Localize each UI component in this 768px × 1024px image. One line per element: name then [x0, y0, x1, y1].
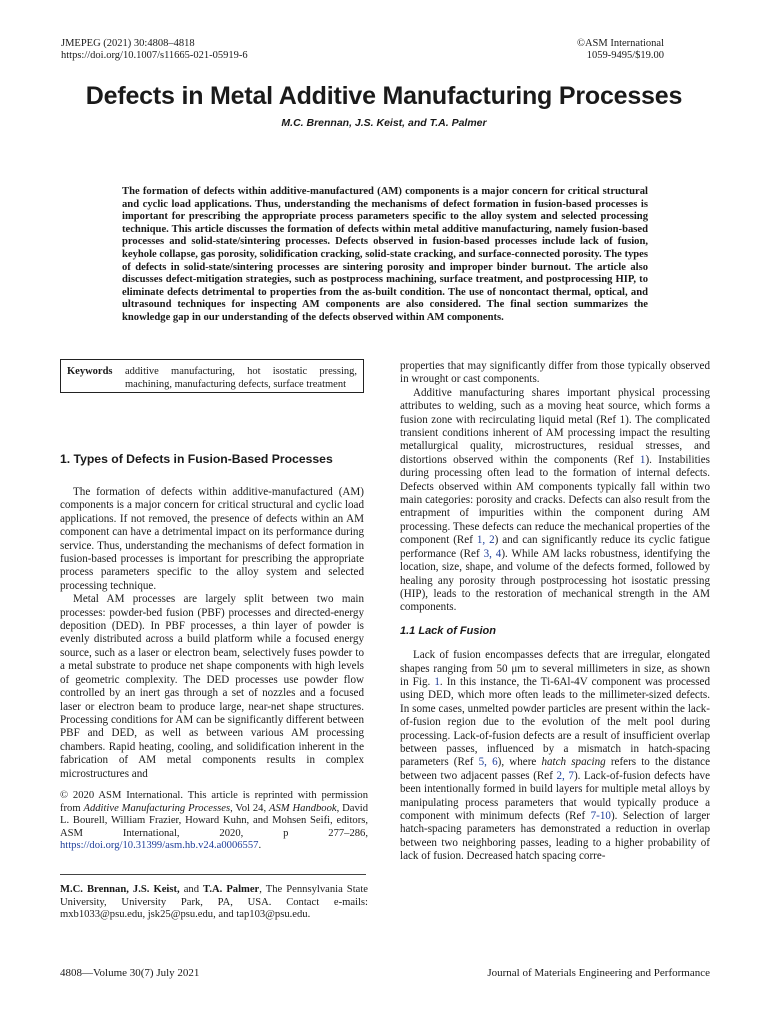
- copyright-text: © 2020 ASM International. This article is reprinted with permission from: [60, 790, 368, 814]
- section-heading: 1. Types of Defects in Fusion-Based Processes: [60, 452, 333, 466]
- keywords-text: additive manufacturing, hot isostatic pressing, machining, manufacturing defects, surface treatment: [125, 366, 357, 390]
- copyright-note: [60, 790, 368, 853]
- subsection-heading: 1.1 Lack of Fusion: [400, 624, 496, 637]
- copyright-text: , Vol 24,: [230, 802, 269, 814]
- left-column: [60, 486, 364, 781]
- keywords-label: Keywords: [67, 366, 113, 377]
- copyright-text: .: [258, 840, 262, 852]
- publisher-name: ©ASM International: [576, 38, 664, 49]
- ref-link[interactable]: 1, 2: [476, 534, 495, 547]
- author-list: M.C. Brennan, J.S. Keist, and T.A. Palmer: [281, 117, 487, 129]
- section1-paragraph-2: Metal AM processes are largely split between two main processes: powder-bed fusion (PBF) processes and directed-energy deposition (DED). In PBF processes, a thin layer of powder is evenly distributed across a build platform while a focused energy source, such as a laser or electron beam, selectively fuses powder to a metal substrate to produce net shape components with high levels of geometric complexity. The DED processes use powder flow controlled by an inert gas through a set of nozzles and a focused laser or electron beam to produce large, near-net shape structures. Processing conditions for AM can be significantly different between PBF and DED, as well as between various AM processing chambers. Rapid heating, cooling, and solidification inherent in the fabrication of AM metal components results in complex microstructures and: [60, 593, 364, 780]
- affiliation-names: M.C. Brennan, J.S. Keist,: [60, 884, 180, 895]
- figure-link[interactable]: 1: [434, 675, 440, 688]
- article-title: Defects in Metal Additive Manufacturing Processes: [85, 82, 683, 110]
- footnote-divider: [60, 874, 366, 875]
- affiliation-and: and: [183, 884, 199, 895]
- issn-price: 1059-9495/$19.00: [586, 50, 664, 61]
- publisher-header: [577, 38, 664, 62]
- series-title: ASM Handbook: [268, 802, 337, 814]
- author-affiliation: [60, 884, 368, 922]
- ref-link[interactable]: 1: [639, 453, 646, 466]
- copyright-text: , David L. Bourell, William Frazier, Howard Kuhn, and Mohsen Seifi, editors, ASM International, 2020, p 277–286,: [60, 802, 369, 839]
- am-welding-paragraph: Additive manufacturing shares important physical processing attributes to welding, such as a moving heat source, which forms a fusion zone with recirculating liquid metal (Ref 1). The complicated transient conditions inherent of AM processing impact the resulting metallurgical quality, microstructures, residual stresses, and distortions observed within the components (Ref 1). Instabilities during processing often lead to the formation of internal defects. Defects observed within AM components typically fall within two main categories: porosity and cracks. Defects can also result from the entrapment of impurities within the component during AM processing. These defects can reduce the mechanical properties of the component (Ref 1, 2) and can significantly reduce its cyclic fatigue performance (Ref 3, 4). While AM lacks robustness, identifying the location, size, shape, and volume of the defects formed, followed by healing any porosity through postprocessing hot isostatic pressing (HIP), leads to the restoration of mechanical strength in the AM components.: [400, 386, 710, 614]
- handbook-doi-link[interactable]: https://doi.org/10.31399/asm.hb.v24.a0006557: [60, 840, 259, 852]
- footer-journal: Journal of Materials Engineering and Performance: [487, 967, 710, 979]
- section1-paragraph-1: The formation of defects within additive-manufactured (AM) components is a major concern for critical structural and cyclic load applications. If not removed, the presence of defects within an AM component can have a detrimental impact on its performance during service. Thus, understanding the mechanisms of defect formation in fusion-based processes is important for prescribing the appropriate process parameters specific to the alloy system and selected processing technique.: [60, 486, 364, 592]
- journal-header: [61, 38, 248, 62]
- affiliation-last-name: T.A. Palmer: [203, 884, 260, 895]
- ref-link[interactable]: 3, 4: [483, 547, 502, 560]
- ref-link[interactable]: 7-10: [590, 810, 611, 822]
- ref-link[interactable]: 5, 6: [478, 756, 498, 769]
- affiliation-text: , The Pennsylvania State University, University Park, PA, USA. Contact e-mails: mxb1033@psu.edu, jsk25@psu.edu, and tap103@psu.edu.: [60, 884, 368, 921]
- term-hatch-spacing: hatch spacing: [541, 756, 606, 769]
- right-column: [400, 360, 710, 864]
- ref-link[interactable]: 2, 7: [556, 769, 574, 782]
- keywords-box: [60, 359, 364, 393]
- book-title: Additive Manufacturing Processes: [83, 802, 231, 814]
- continued-paragraph: properties that may significantly differ from those typically observed in wrought or cast components.: [400, 360, 710, 386]
- journal-citation: JMEPEG (2021) 30:4808–4818: [61, 38, 195, 49]
- footer-volume: 4808—Volume 30(7) July 2021: [60, 967, 200, 979]
- lack-of-fusion-paragraph: Lack of fusion encompasses defects that are irregular, elongated shapes ranging from 50 μm to several millimeters in size, as shown in Fig. 1. In this instance, the Ti-6Al-4V component was processed using DED, which more often leads to the millimeter-sized defects. In some cases, unmelted powder particles are present within the lack-of-fusion region due to the evolution of the melt pool during processing. Lack-of-fusion defects are a result of insufficient overlap between passes, influenced by a mismatch in hatch-spacing parameters (Ref 5, 6), where hatch spacing refers to the distance between two adjacent passes (Ref 2, 7). Lack-of-fusion defects have been intentionally formed in build layers for multiple metal alloys by manipulating process parameters that would typically produce a component with minimum defects (Ref 7-10). Selection of larger hatch-spacing parameters has demonstrated a reduction in overlap between two neighboring passes, leading to a higher probability of lack of fusion. Decreased hatch spacing corre-: [400, 649, 711, 863]
- doi-link[interactable]: https://doi.org/10.1007/s11665-021-05919-6: [61, 50, 248, 61]
- abstract: The formation of defects within additive-manufactured (AM) components is a major concern for critical structural and cyclic load applications. Thus, understanding the mechanisms of defect formation in fusion-based processes is important for prescribing the appropriate process parameters specific to the alloy system and selected processing technique. This article discusses the formation of defects within metal additive manufacturing, namely fusion-based processes and solid-state/sintering processes. Defects observed in fusion-based processes include lack of fusion, keyhole collapse, gas porosity, solidification cracking, solid-state cracking, and surface-connected porosity. The types of defects in solid-state/sintering processes are sintering porosity and improper binder burnout. The article also discusses defect-mitigation strategies, such as postprocess machining, surface treatment, and postprocessing HIP, to eliminate defects detrimental to properties from the as-built condition. The use of noncontact thermal, optical, and ultrasound techniques for inspecting AM components are also considered. The final section summarizes the knowledge gap in our understanding of the defects observed within AM components.: [122, 186, 648, 323]
